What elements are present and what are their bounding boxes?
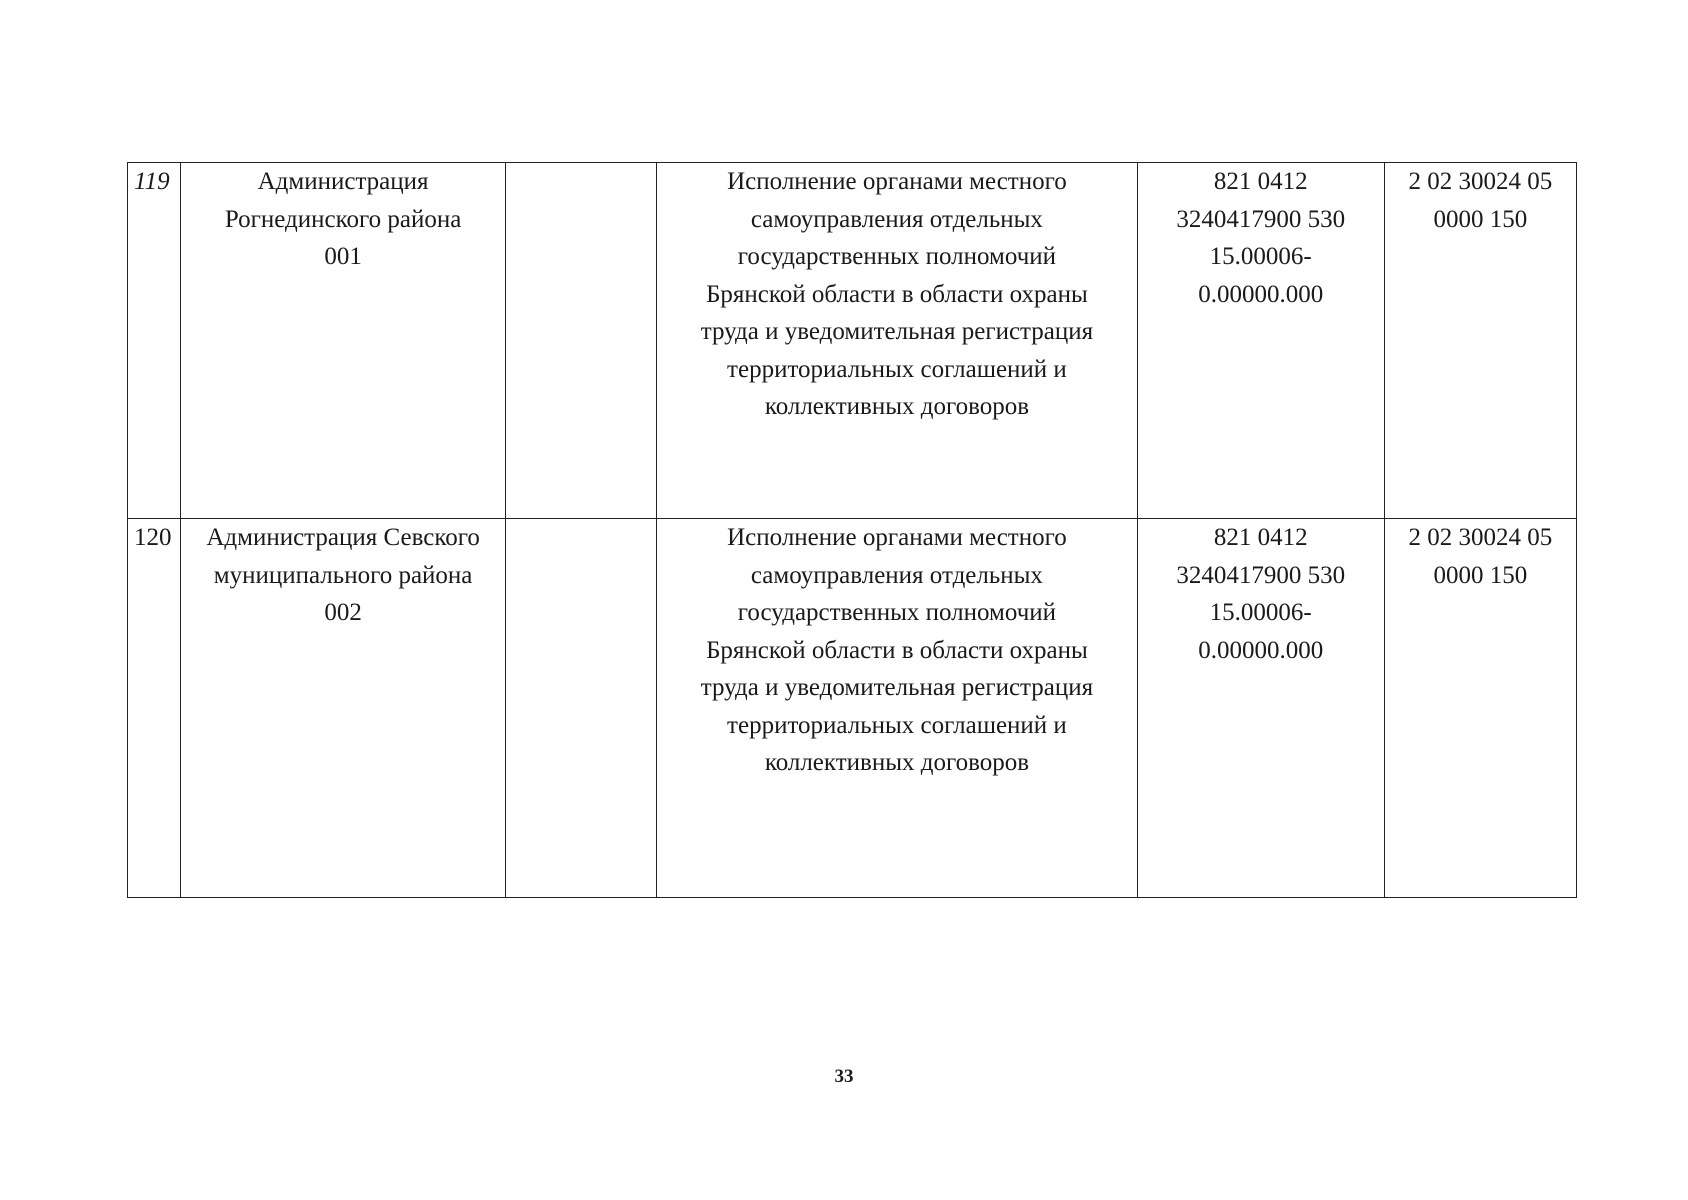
purpose-line: коллективных договоров	[764, 393, 1030, 420]
purpose-line: территориальных соглашений и	[727, 355, 1067, 383]
table-row	[128, 163, 1577, 519]
kbk-code-line: 15.00006-	[1209, 599, 1312, 626]
purpose-line: самоуправления отдельных	[750, 205, 1043, 233]
purpose-line: Исполнение органами местного	[727, 524, 1067, 551]
blank-cell	[506, 163, 657, 519]
kbk-code-line: 821 0412	[1213, 524, 1308, 551]
organization-cell	[181, 163, 506, 519]
organization-code: 002	[324, 599, 362, 626]
kbk-code-line: 15.00006-	[1209, 243, 1312, 270]
row-number-cell	[128, 163, 181, 519]
income-code-line: 0000 150	[1433, 561, 1528, 589]
purpose-cell	[657, 163, 1137, 519]
purpose-line: территориальных соглашений и	[727, 711, 1067, 739]
kbk-code-line: 821 0412	[1213, 168, 1308, 195]
purpose-line: труда и уведомительная регистрация	[700, 318, 1094, 345]
row-number-cell	[128, 519, 181, 898]
income-code-line: 0000 150	[1433, 205, 1528, 233]
purpose-line: Исполнение органами местного	[727, 168, 1067, 195]
kbk-code-line: 3240417900 530	[1176, 205, 1346, 233]
kbk-code-cell	[1137, 163, 1384, 519]
organization-cell	[181, 519, 506, 898]
page-number: 33	[834, 1066, 854, 1087]
row-number: 119	[134, 168, 170, 195]
row-number: 120	[134, 524, 172, 551]
kbk-code-line: 0.00000.000	[1198, 280, 1324, 308]
purpose-line: Брянской области в области охраны	[706, 280, 1088, 308]
budget-table	[127, 162, 1577, 898]
purpose-line: Брянской области в области охраны	[706, 636, 1088, 664]
income-code-cell	[1384, 163, 1576, 519]
table-row	[128, 519, 1577, 898]
organization-name-line: Администрация	[257, 168, 429, 195]
organization-name-line: Рогнединского района	[224, 205, 462, 233]
purpose-line: труда и уведомительная регистрация	[700, 674, 1094, 701]
income-code-line: 2 02 30024 05	[1408, 524, 1553, 551]
purpose-line: государственных полномочий	[737, 243, 1057, 270]
kbk-code-line: 3240417900 530	[1176, 561, 1346, 589]
purpose-line: самоуправления отдельных	[750, 561, 1043, 589]
purpose-cell	[657, 519, 1137, 898]
blank-cell	[506, 519, 657, 898]
income-code-cell	[1384, 519, 1576, 898]
organization-name-line: муниципального района	[213, 561, 473, 589]
income-code-line: 2 02 30024 05	[1408, 168, 1553, 195]
organization-code: 001	[324, 243, 362, 270]
purpose-line: государственных полномочий	[737, 599, 1057, 626]
kbk-code-line: 0.00000.000	[1198, 636, 1324, 664]
organization-name-line: Администрация Севского	[206, 524, 480, 551]
purpose-line: коллективных договоров	[764, 749, 1030, 776]
kbk-code-cell	[1137, 519, 1384, 898]
